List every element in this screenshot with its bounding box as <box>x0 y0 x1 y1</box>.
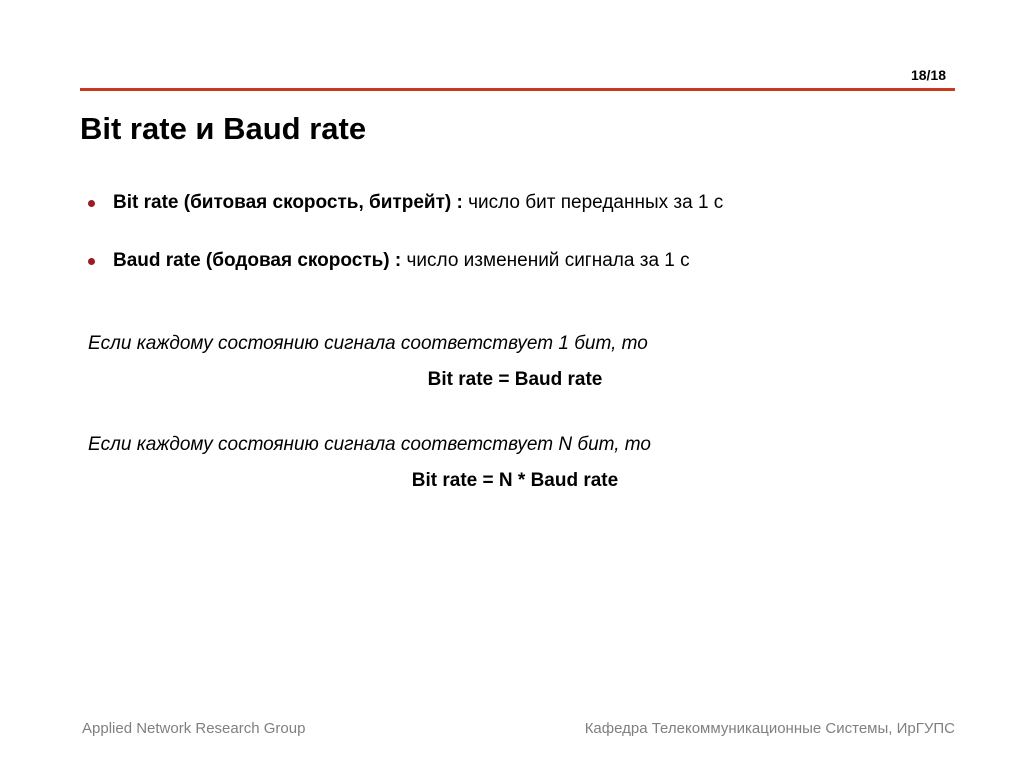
footer-group-name: Applied Network Research Group <box>82 720 306 737</box>
page-number: 18/18 <box>910 67 946 83</box>
formula-n-times: Bit rate = N * Baud rate <box>411 470 619 491</box>
bullet-item-baud-rate <box>88 248 723 274</box>
condition-n-bits: Если каждому состоянию сигнала соответствует N бит, то <box>88 434 651 455</box>
bullet-term: Baud rate (бодовая скорость) : <box>113 250 402 271</box>
bullet-item-bit-rate <box>88 190 723 216</box>
bullet-definition: число изменений сигнала за 1 с <box>401 250 690 271</box>
formula-equal: Bit rate = Baud rate <box>427 369 603 390</box>
bullet-definition: число бит переданных за 1 с <box>462 192 724 213</box>
footer-department: Кафедра Телекоммуникационные Системы, ИрГУПС <box>584 720 955 737</box>
bullet-term: Bit rate (битовая скорость, битрейт) : <box>113 192 463 213</box>
condition-one-bit: Если каждому состоянию сигнала соответствует 1 бит, то <box>88 333 648 354</box>
bullet-dot-icon <box>88 258 95 265</box>
bullet-list <box>88 190 723 306</box>
header-divider <box>80 88 955 91</box>
bullet-dot-icon <box>88 200 95 207</box>
slide-title: Bit rate и Baud rate <box>80 111 367 146</box>
